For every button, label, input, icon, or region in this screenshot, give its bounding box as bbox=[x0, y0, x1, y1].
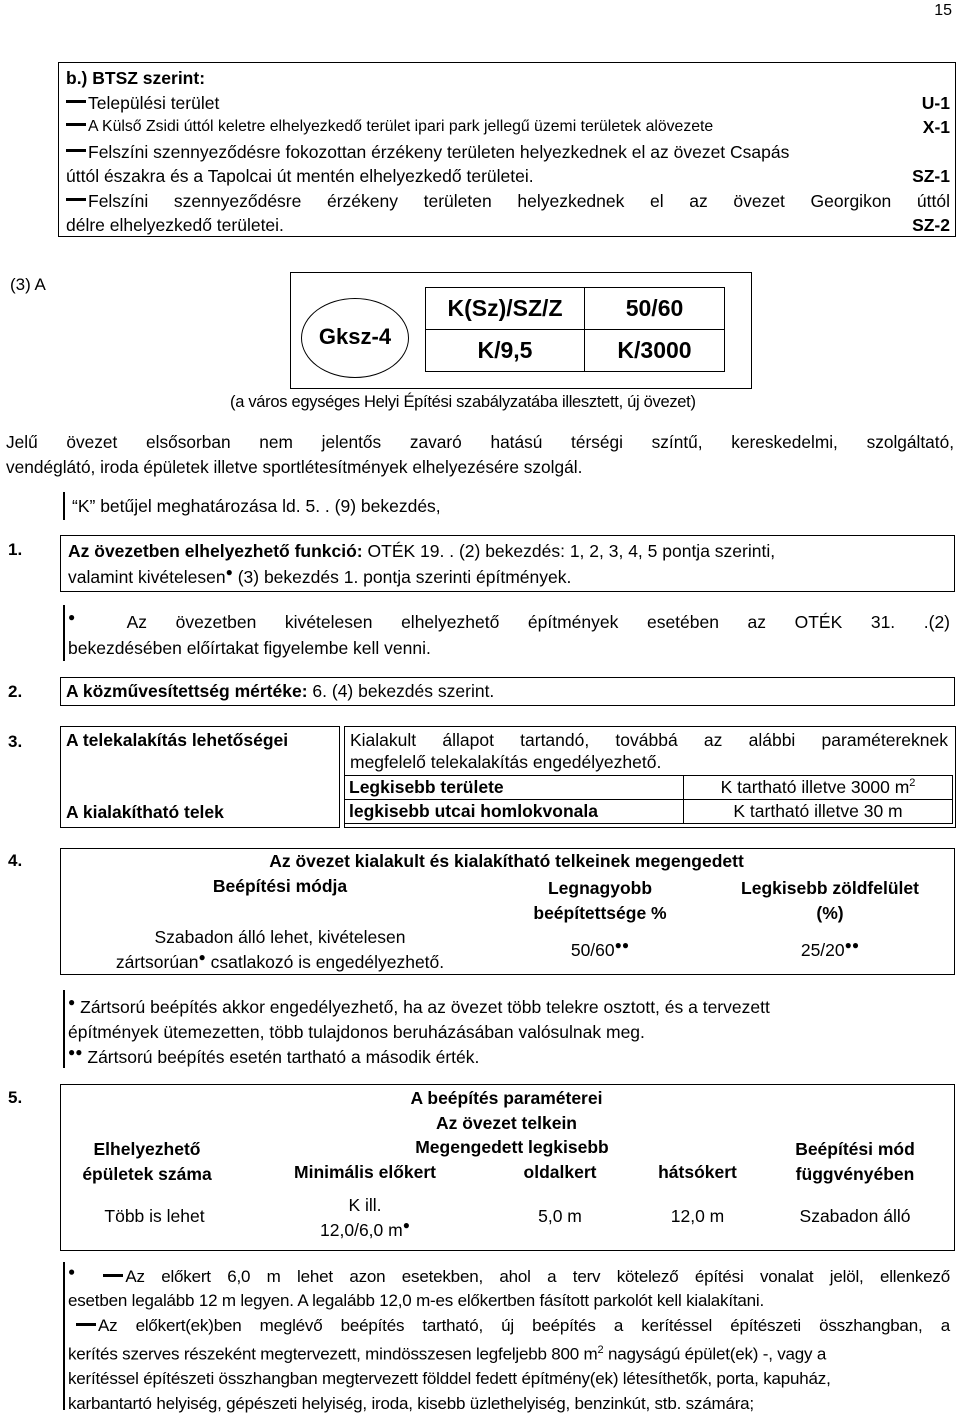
k-note-bar bbox=[63, 492, 65, 520]
s5-h1a: Elhelyezhető bbox=[93, 1139, 201, 1159]
btsz-line-3: Felszíni szennyeződésre fokozottan érzékeny területen helyezkednek el az övezet Csapás bbox=[88, 141, 790, 162]
s4-h2b: beépítettsége % bbox=[533, 903, 667, 923]
dash-icon bbox=[66, 123, 86, 126]
s4-v3-cell bbox=[710, 940, 950, 961]
s5-note-bar bbox=[63, 1262, 65, 1410]
s5-h-hat: hátsókert bbox=[658, 1162, 737, 1182]
s5-h1b: épületek száma bbox=[82, 1164, 212, 1184]
s5-f1: Az előkert 6,0 m lehet azon esetekben, ahol a terv kötelező építési vonalat jelöl, ellenkező bbox=[125, 1267, 950, 1286]
s5-f4b: nagyságú épület(ek) -, vagy a bbox=[607, 1344, 827, 1364]
s3-r1-value-cell bbox=[684, 776, 953, 800]
s3-sub-label: A kialakítható telek bbox=[66, 802, 224, 822]
s3-param-table bbox=[344, 775, 953, 824]
zone-code-3: K/9,5 bbox=[426, 330, 585, 372]
k-note: “K” betűjel meghatározása ld. 5. . (9) bekezdés, bbox=[72, 496, 441, 516]
s3-r1-sup: 2 bbox=[909, 777, 916, 790]
s5-h3b: függvényében bbox=[795, 1164, 915, 1184]
dash-icon bbox=[66, 100, 86, 103]
code-u1: U-1 bbox=[921, 92, 950, 113]
s5-h-min: Minimális előkert bbox=[294, 1162, 436, 1182]
zone-intro: (3) A bbox=[10, 275, 46, 294]
s3-r2-value: K tartható illetve 30 m bbox=[684, 800, 953, 824]
s5-v4: 12,0 m bbox=[670, 1206, 725, 1226]
code-sz2: SZ-2 bbox=[912, 215, 950, 235]
zone-caption: (a város egységes Helyi Építési szabályzatába illesztett, új övezet) bbox=[230, 393, 696, 411]
s3-text-2: megfelelő telekalakítás engedélyezhető. bbox=[350, 752, 662, 772]
zone-name: Gksz-4 bbox=[318, 324, 392, 349]
s3-r2-label: legkisebb utcai homlokvonala bbox=[345, 800, 684, 824]
s4-h3b: (%) bbox=[816, 903, 844, 923]
s4-n1b: építmények ütemezetten, több tulajdonos beruházásában valósulnak meg. bbox=[68, 1022, 645, 1042]
s1-note-bar bbox=[63, 605, 65, 661]
double-bullet-icon: ●● bbox=[844, 938, 860, 953]
s1-num: 1. bbox=[8, 540, 23, 559]
s5-h-old: oldalkert bbox=[523, 1162, 597, 1182]
s1-text-2b: (3) bekezdés 1. pontja szerinti építmények. bbox=[237, 567, 572, 587]
s5-notes bbox=[68, 1265, 950, 1416]
zone-code-2: 50/60 bbox=[585, 288, 725, 330]
s3-num: 3. bbox=[8, 732, 23, 751]
s4-v1 bbox=[60, 925, 500, 975]
s5-v2b: 12,0/6,0 m bbox=[320, 1220, 403, 1240]
s5-v2 bbox=[272, 1193, 458, 1243]
btsz-line-4: úttól északra és a Tapolcai út mentén elhelyezkedő területei. bbox=[66, 166, 534, 186]
btsz-line-5: Felszíni szennyeződésre érzékeny területen helyezkednek el az övezet Georgikon úttól bbox=[88, 190, 950, 211]
s2-text: 6. (4) bekezdés szerint. bbox=[312, 681, 495, 701]
dash-icon bbox=[76, 1323, 96, 1326]
btsz-content bbox=[66, 66, 950, 238]
s1-note-1: Az övezetben kivételesen elhelyezhető építmények esetében az OTÉK 31. .(2) bbox=[126, 612, 950, 632]
bullet-icon: ● bbox=[68, 1264, 87, 1279]
zone-code-1: K(Sz)/SZ/Z bbox=[426, 288, 585, 330]
s4-title: Az övezet kialakult és kialakítható telkeinek megengedett bbox=[269, 851, 744, 871]
btsz-heading: b.) BTSZ szerint: bbox=[66, 68, 206, 88]
s4-h2 bbox=[490, 876, 710, 926]
s5-title: A beépítés paraméterei bbox=[410, 1088, 603, 1108]
s4-notes bbox=[68, 995, 950, 1070]
bullet-icon: ● bbox=[198, 950, 206, 965]
page-number: 15 bbox=[934, 2, 952, 19]
code-sz1: SZ-1 bbox=[912, 166, 950, 186]
s1-bold: Az övezetben elhelyezhető funkció: bbox=[68, 541, 363, 561]
zone-description bbox=[6, 430, 954, 480]
s3-r1-value: K tartható illetve 3000 m bbox=[720, 777, 910, 797]
btsz-line-2: A Külső Zsidi úttól keletre elhelyezkedő terület ipari park jellegű üzemi területek alövezete bbox=[88, 118, 714, 135]
s4-num: 4. bbox=[8, 851, 23, 870]
s1-text-1: OTÉK 19. . (2) bekezdés: 1, 2, 3, 4, 5 pontja szerinti, bbox=[367, 541, 776, 561]
s5-sub: Az övezet telkein bbox=[435, 1113, 578, 1133]
s4-h1: Beépítési módja bbox=[212, 876, 348, 896]
s4-v2: 50/60 bbox=[570, 940, 615, 960]
s1-content bbox=[68, 538, 775, 590]
s4-note-bar bbox=[63, 990, 65, 1068]
s5-v5: Szabadon álló bbox=[799, 1206, 911, 1226]
s2-bold: A közművesítettség mértéke: bbox=[66, 681, 308, 701]
s5-h1 bbox=[62, 1137, 232, 1187]
bullet-icon: ● bbox=[68, 995, 76, 1010]
s1-note-2: bekezdésében előírtakat figyelembe kell venni. bbox=[68, 638, 431, 658]
s3-text-1: Kialakult állapot tartandó, továbbá az alábbi paramétereknek bbox=[350, 730, 948, 750]
desc-line-1: Jelű övezet elsősorban nem jelentős zavaró hatású térségi színtű, kereskedelmi, szolgáltató, bbox=[6, 432, 954, 452]
bullet-icon: ● bbox=[68, 610, 99, 625]
s5-v3: 5,0 m bbox=[538, 1206, 582, 1226]
dash-icon bbox=[103, 1274, 123, 1277]
s5-h3 bbox=[760, 1137, 950, 1187]
bullet-icon: ● bbox=[402, 1218, 410, 1233]
code-x1: X-1 bbox=[922, 117, 950, 137]
desc-line-2: vendéglátó, iroda épületek illetve sportlétesítmények elhelyezésére szolgál. bbox=[6, 457, 583, 477]
s4-v1b: zártsorúan bbox=[115, 952, 199, 972]
dash-icon bbox=[66, 149, 86, 152]
s4-h2a: Legnagyobb bbox=[547, 878, 653, 898]
s4-v1a: Szabadon álló lehet, kivételesen bbox=[154, 927, 406, 947]
double-bullet-icon: ●● bbox=[68, 1045, 83, 1060]
s5-h3a: Beépítési mód bbox=[795, 1139, 915, 1159]
s5-f3: Az előkert(ek)ben meglévő beépítés tartható, új beépítés a kerítéssel építészeti összhangban, a bbox=[98, 1315, 950, 1335]
s5-num: 5. bbox=[8, 1088, 23, 1107]
s2-content bbox=[66, 681, 494, 702]
s5-f6: karbantartó helyiség, gépészeti helyiség, iroda, kisebb üzlethelyiség, benzinkút, stb. számára; bbox=[68, 1393, 754, 1413]
btsz-line-1: Települési terület bbox=[88, 92, 220, 113]
s1-note bbox=[68, 609, 950, 661]
s4-n1a: Zártsorú beépítés akkor engedélyezhető, ha az övezet több telekre osztott, és a tervezett bbox=[80, 997, 770, 1017]
s4-h3 bbox=[710, 876, 950, 926]
s4-h3a: Legkisebb zöldfelület bbox=[741, 878, 919, 898]
s4-v2-cell bbox=[490, 940, 710, 961]
zone-code-4: K/3000 bbox=[585, 330, 725, 372]
btsz-line-6: délre elhelyezkedő területei. bbox=[66, 215, 284, 235]
zone-code-table bbox=[425, 287, 725, 372]
dash-icon bbox=[66, 198, 86, 201]
s5-f4-sup: 2 bbox=[597, 1344, 604, 1357]
s2-num: 2. bbox=[8, 682, 23, 701]
double-bullet-icon: ●● bbox=[614, 938, 630, 953]
s4-v1c: csatlakozó is engedélyezhető. bbox=[210, 952, 445, 972]
s3-text bbox=[350, 729, 948, 773]
s1-text-2a: valamint kivételesen bbox=[68, 567, 226, 587]
s5-f2: esetben legalább 12 m legyen. A legalább 12,0 m-es előkertben fásított parkolót kell kialakítani. bbox=[68, 1291, 764, 1311]
s5-h2: Megengedett legkisebb bbox=[415, 1137, 609, 1157]
s4-n2: Zártsorú beépítés esetén tartható a második érték. bbox=[87, 1047, 480, 1067]
s5-f5: kerítéssel építészeti összhangban megtervezett földdel fedett építmény(ek) létesíthetők, porta, kapuház, bbox=[68, 1369, 831, 1389]
s5-v1: Több is lehet bbox=[104, 1206, 205, 1226]
s5-f4a: kerítés szerves részeként megtervezett, mindösszesen legfeljebb 800 m bbox=[68, 1344, 598, 1364]
s3-r1-label: Legkisebb területe bbox=[345, 776, 684, 800]
s3-label: A telekalakítás lehetőségei bbox=[66, 730, 289, 750]
bullet-icon: ● bbox=[225, 565, 233, 580]
s5-v2a: K ill. bbox=[348, 1195, 382, 1215]
s4-v3: 25/20 bbox=[800, 940, 845, 960]
